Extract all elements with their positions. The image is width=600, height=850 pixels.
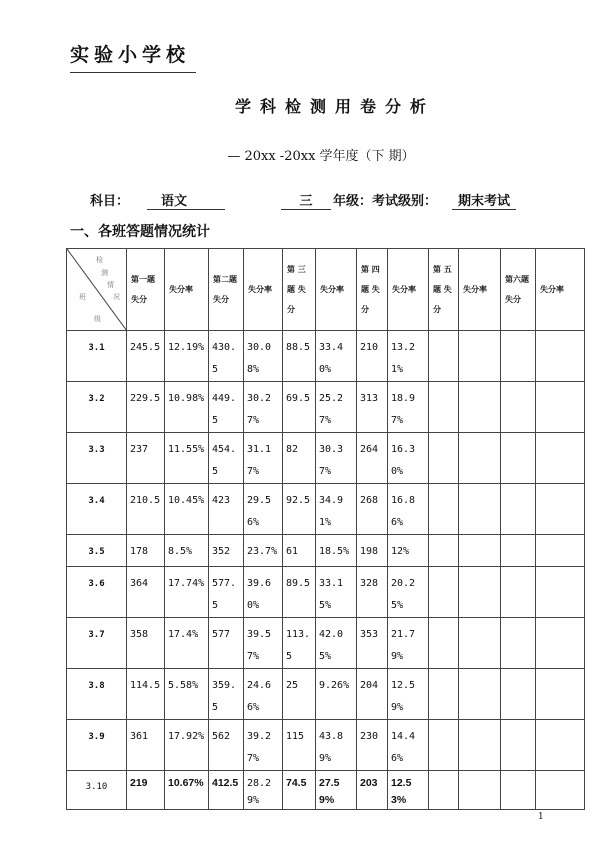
column-header: 失分率 (536, 249, 585, 331)
table-cell: 27.59% (316, 771, 357, 810)
class-label: 3.9 (67, 720, 127, 771)
table-cell: 454.5 (209, 433, 244, 484)
corner-text: 班 (79, 293, 86, 301)
table-cell: 198 (357, 535, 388, 567)
table-cell: 210.5 (127, 484, 165, 535)
table-cell (429, 669, 459, 720)
exam-level-value: 期末考试 (452, 190, 516, 210)
table-cell: 34.91% (316, 484, 357, 535)
table-cell: 449.5 (209, 382, 244, 433)
table-cell (459, 331, 501, 382)
class-label: 3.6 (67, 567, 127, 618)
table-cell: 8.5% (165, 535, 209, 567)
table-cell (429, 567, 459, 618)
table-cell (429, 771, 459, 810)
school-underline (70, 72, 196, 73)
table-cell (429, 433, 459, 484)
table-cell: 352 (209, 535, 244, 567)
table-cell: 9.26% (316, 669, 357, 720)
table-cell (501, 535, 536, 567)
table-cell: 16.86% (388, 484, 429, 535)
table-cell: 328 (357, 567, 388, 618)
table-cell: 219 (127, 771, 165, 810)
table-cell (536, 669, 585, 720)
table-cell: 412.5 (209, 771, 244, 810)
table-cell: 423 (209, 484, 244, 535)
table-cell: 43.89% (316, 720, 357, 771)
table-row (67, 567, 585, 618)
class-label: 3.8 (67, 669, 127, 720)
section-title: 一、各班答题情况统计 (70, 224, 210, 240)
table-cell (459, 720, 501, 771)
table-row (67, 484, 585, 535)
table-cell (459, 484, 501, 535)
table-cell (501, 382, 536, 433)
table-cell: 74.5 (283, 771, 316, 810)
table-cell (501, 669, 536, 720)
table-cell: 29.56% (244, 484, 283, 535)
table-cell: 82 (283, 433, 316, 484)
grade-value: 三 (281, 190, 331, 210)
table-cell: 245.5 (127, 331, 165, 382)
table-cell (536, 567, 585, 618)
table-cell: 69.5 (283, 382, 316, 433)
corner-text: 级 (94, 315, 101, 323)
table-cell (536, 331, 585, 382)
table-cell: 113.5 (283, 618, 316, 669)
table-cell: 33.15% (316, 567, 357, 618)
column-header: 失分率 (459, 249, 501, 331)
table-cell: 204 (357, 669, 388, 720)
table-header-row (67, 249, 585, 331)
table-cell: 358 (127, 618, 165, 669)
column-header: 失分率 (165, 249, 209, 331)
corner-text: 况 (113, 293, 120, 301)
table-cell: 430.5 (209, 331, 244, 382)
table-cell: 42.05% (316, 618, 357, 669)
table-cell (536, 382, 585, 433)
table-cell: 10.45% (165, 484, 209, 535)
table-cell: 92.5 (283, 484, 316, 535)
column-header: 失分率 (244, 249, 283, 331)
table-cell: 12% (388, 535, 429, 567)
table-cell: 33.40% (316, 331, 357, 382)
table-cell: 18.5% (316, 535, 357, 567)
table-row (67, 535, 585, 567)
table-cell: 16.30% (388, 433, 429, 484)
table-cell (459, 535, 501, 567)
table-cell: 13.21% (388, 331, 429, 382)
table-row (67, 331, 585, 382)
table-cell (459, 771, 501, 810)
corner-text: 检 (96, 256, 103, 264)
table-cell: 10.98% (165, 382, 209, 433)
table-row (67, 669, 585, 720)
column-header: 失分率 (316, 249, 357, 331)
table-cell: 39.60% (244, 567, 283, 618)
table-cell (536, 433, 585, 484)
table-cell: 21.79% (388, 618, 429, 669)
table-cell: 31.17% (244, 433, 283, 484)
table-cell (459, 433, 501, 484)
table-cell: 10.67% (165, 771, 209, 810)
table-row (67, 382, 585, 433)
table-row (67, 433, 585, 484)
table-cell: 30.08% (244, 331, 283, 382)
corner-text: 情 (107, 281, 114, 289)
table-cell: 203 (357, 771, 388, 810)
table-cell (459, 669, 501, 720)
page-number: 1 (538, 812, 544, 822)
subject-value: 语文 (147, 190, 225, 210)
table-cell: 115 (283, 720, 316, 771)
table-cell: 88.5 (283, 331, 316, 382)
corner-text: 测 (101, 269, 108, 277)
table-cell (429, 720, 459, 771)
table-cell (501, 567, 536, 618)
table-cell (429, 382, 459, 433)
table-cell: 17.4% (165, 618, 209, 669)
table-cell: 30.27% (244, 382, 283, 433)
grade-label: 年级：考试级别： (333, 194, 438, 209)
class-stats-table (66, 248, 585, 810)
table-cell (501, 771, 536, 810)
table-cell (459, 618, 501, 669)
table-cell (501, 720, 536, 771)
table-row (67, 771, 585, 810)
column-header: 失分率 (388, 249, 429, 331)
column-header: 第 四 题 失分 (357, 249, 388, 331)
corner-header (67, 249, 127, 331)
table-cell: 39.57% (244, 618, 283, 669)
class-label: 3.4 (67, 484, 127, 535)
table-cell: 114.5 (127, 669, 165, 720)
column-header: 第 三 题 失分 (283, 249, 316, 331)
table-cell (536, 484, 585, 535)
table-row (67, 618, 585, 669)
table-cell: 353 (357, 618, 388, 669)
table-cell (536, 618, 585, 669)
table-cell (536, 720, 585, 771)
table-cell (501, 484, 536, 535)
table-cell: 61 (283, 535, 316, 567)
table-cell (429, 618, 459, 669)
table-cell (459, 567, 501, 618)
table-cell (429, 331, 459, 382)
column-header: 第二题失分 (209, 249, 244, 331)
subject-label: 科目： (90, 194, 130, 209)
table-cell: 210 (357, 331, 388, 382)
table-cell: 359.5 (209, 669, 244, 720)
table-cell: 14.46% (388, 720, 429, 771)
table-cell: 364 (127, 567, 165, 618)
table-cell: 25.27% (316, 382, 357, 433)
table-cell (429, 484, 459, 535)
class-label: 3.5 (67, 535, 127, 567)
table-cell: 5.58% (165, 669, 209, 720)
table-cell: 12.19% (165, 331, 209, 382)
document-title: 学科检测用卷分析 (234, 97, 435, 116)
column-header: 第六题失分 (501, 249, 536, 331)
table-cell: 89.5 (283, 567, 316, 618)
table-cell: 17.92% (165, 720, 209, 771)
table-cell: 12.59% (388, 669, 429, 720)
table-cell: 24.66% (244, 669, 283, 720)
table-cell: 268 (357, 484, 388, 535)
table-cell: 23.7% (244, 535, 283, 567)
table-cell (501, 618, 536, 669)
table-cell: 25 (283, 669, 316, 720)
table-cell: 562 (209, 720, 244, 771)
table-cell: 237 (127, 433, 165, 484)
table-cell (459, 382, 501, 433)
table-cell: 28.29% (244, 771, 283, 810)
table-cell (536, 535, 585, 567)
table-cell: 18.97% (388, 382, 429, 433)
table-cell: 230 (357, 720, 388, 771)
class-label: 3.3 (67, 433, 127, 484)
school-year: — 20xx -20xx 学年度（下 期） (227, 149, 415, 164)
column-header: 第一题失分 (127, 249, 165, 331)
table-cell: 39.27% (244, 720, 283, 771)
table-cell: 577.5 (209, 567, 244, 618)
table-cell (429, 535, 459, 567)
table-cell: 12.53% (388, 771, 429, 810)
class-label: 3.2 (67, 382, 127, 433)
table-cell: 264 (357, 433, 388, 484)
class-label: 3.1 (67, 331, 127, 382)
class-label: 3.7 (67, 618, 127, 669)
table-cell: 178 (127, 535, 165, 567)
table-cell (501, 331, 536, 382)
table-row (67, 720, 585, 771)
table-cell: 17.74% (165, 567, 209, 618)
table-cell (501, 433, 536, 484)
table-cell (536, 771, 585, 810)
class-label: 3.10 (67, 771, 127, 810)
table-cell: 30.37% (316, 433, 357, 484)
column-header: 第 五 题 失分 (429, 249, 459, 331)
school-name: 实验小学校 (70, 44, 191, 66)
table-cell: 229.5 (127, 382, 165, 433)
table-cell: 313 (357, 382, 388, 433)
table-cell: 20.25% (388, 567, 429, 618)
table-cell: 11.55% (165, 433, 209, 484)
table-cell: 577 (209, 618, 244, 669)
table-cell: 361 (127, 720, 165, 771)
